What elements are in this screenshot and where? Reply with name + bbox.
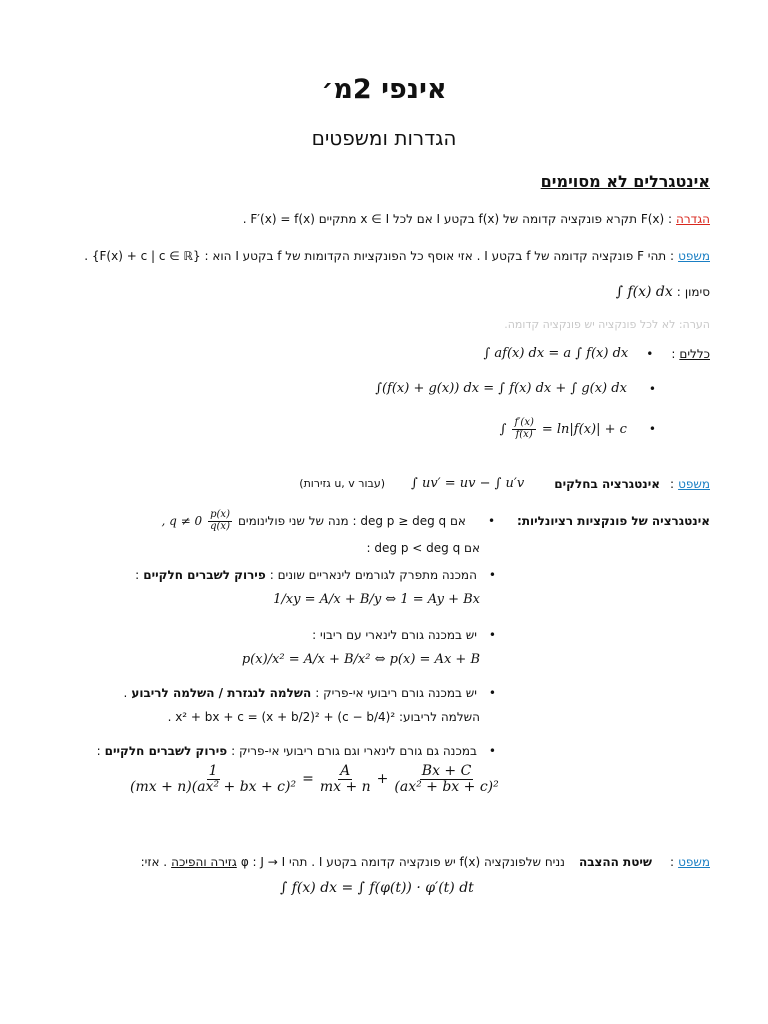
parts-row: משפט : אינטגרציה בחלקים ∫ uv′ = uv − ∫ u′v (עבור u, v גזירות) <box>299 476 710 491</box>
rule-2: ∫(f(x) + g(x)) dx = ∫ f(x) dx + ∫ g(x) dx <box>375 381 627 396</box>
page-subtitle: הגדרות ומשפטים <box>311 126 457 150</box>
remark-text: הערה: לא לכל פונקציה יש פונקציה קדומה. <box>504 318 710 331</box>
definition-text: : F(x) תקרא פונקציה קדומה של f(x) בקטע I אם לכל x ∈ I מתקיים F′(x) = f(x) . <box>242 212 673 226</box>
parts-formula: ∫ uv′ = uv − ∫ u′v <box>411 476 525 491</box>
substitution-text: נניח שלפונקציה f(x) יש פונקציה קדומה בקטע I . תהי φ : J → I <box>240 855 565 869</box>
parts-note: (עבור u, v גזירות) <box>299 477 386 490</box>
rational-item-3-line2: השלמה לריבוע: x² + bx + c = (x + b/2)² + (c − b/4)² . <box>167 710 480 724</box>
theorem-label[interactable]: משפט <box>678 249 710 263</box>
rules-label: כללים <box>679 346 710 361</box>
rational-item-4-formula: $\frac{1}{\text{(mx + n)(ax² + bx + c)²}}$ = $\frac{A}{mx + n}$ + $\frac{Bx + C}{\text{(ax² + bx + c)²}}$ <box>130 763 499 795</box>
substitution-row: משפט : שיטת ההצבה נניח שלפונקציה f(x) יש פונקציה קדומה בקטע I . תהי φ : J → I גזירה והפיכה . אזי: <box>140 855 710 869</box>
notation-formula: ∫ f(x) dx <box>615 284 673 300</box>
rules-row: כללים : • ∫ af(x) dx = a ∫ f(x) dx <box>483 346 710 361</box>
section-heading: אינטגרלים לא מסוימים <box>540 172 710 191</box>
theorem-text: : תהי F פונקציה קדומה של f בקטע I . אזי אוסף כל הפונקציות הקדומות של f בקטע I הוא : {F(x) + c | c ∈ ℝ} . <box>84 249 675 263</box>
parts-name: אינטגרציה בחלקים <box>554 476 661 491</box>
rational-row: אינטגרציה של פונקציות רציונליות: • אם deg p ≥ deg q : מנה של שני פולינומים $\frac{p(x)}{q(x)}$ , q ≠ 0 <box>161 509 710 532</box>
theorem-row <box>84 249 710 263</box>
notation-label: סימון <box>684 285 710 299</box>
rule-2-row: ∫(f(x) + g(x)) dx = ∫ f(x) dx + ∫ g(x) dx • <box>375 381 656 396</box>
rule-1: ∫ af(x) dx = a ∫ f(x) dx <box>483 346 629 361</box>
rational-case1-tail: , q ≠ 0 <box>161 514 203 528</box>
substitution-label[interactable]: משפט <box>678 855 710 869</box>
rational-item-2: • יש במכנה גורם לינארי עם ריבוי : <box>312 628 496 642</box>
rational-item-1-formula: 1/xy = A/x + B/y ⇔ 1 = Ay + Bx <box>273 592 480 607</box>
rational-item-3: • יש במכנה גורם ריבועי אי-פריק : השלמה לנגזרת / השלמה לריבוע . <box>123 686 496 700</box>
substitution-formula: ∫ f(x) dx = ∫ f(φ(t)) · φ′(t) dt <box>280 880 474 896</box>
rule-3: = ln|f(x)| + c <box>541 421 627 437</box>
substitution-name: שיטת ההצבה <box>578 855 653 869</box>
definition-row <box>243 212 710 226</box>
rule-3-fraction: $\frac{f'(x)}{f(x)}$ <box>514 417 534 440</box>
notation-row: סימון : ∫ f(x) dx <box>615 284 710 300</box>
rational-item-4: • במכנה גם גורם לינארי וגם גורם ריבועי אי-פריק : פירוק לשברים חלקיים : <box>96 744 496 758</box>
substitution-link: גזירה והפיכה <box>171 855 237 869</box>
page-title: אינפי 2מ׳ <box>321 74 447 105</box>
parts-label[interactable]: משפט <box>678 476 710 491</box>
rational-heading: אינטגרציה של פונקציות רציונליות: <box>517 514 710 528</box>
rational-item-1: • המכנה מתפרק לגורמים לינאריים שונים : פירוק לשברים חלקיים : <box>135 568 496 582</box>
rule-3-row: ∫ $\frac{f'(x)}{f(x)}$ = ln|f(x)| + c • <box>499 417 656 440</box>
definition-label: הגדרה <box>676 212 710 226</box>
rational-case1: אם deg p ≥ deg q : מנה של שני פולינומים <box>237 514 466 528</box>
rational-item-2-formula: p(x)/x² = A/x + B/x² ⇔ p(x) = Ax + B <box>241 652 480 667</box>
rational-case1-fraction: $\frac{p(x)}{q(x)}$ <box>210 509 230 532</box>
rational-case2: אם deg p < deg q : <box>366 541 480 555</box>
